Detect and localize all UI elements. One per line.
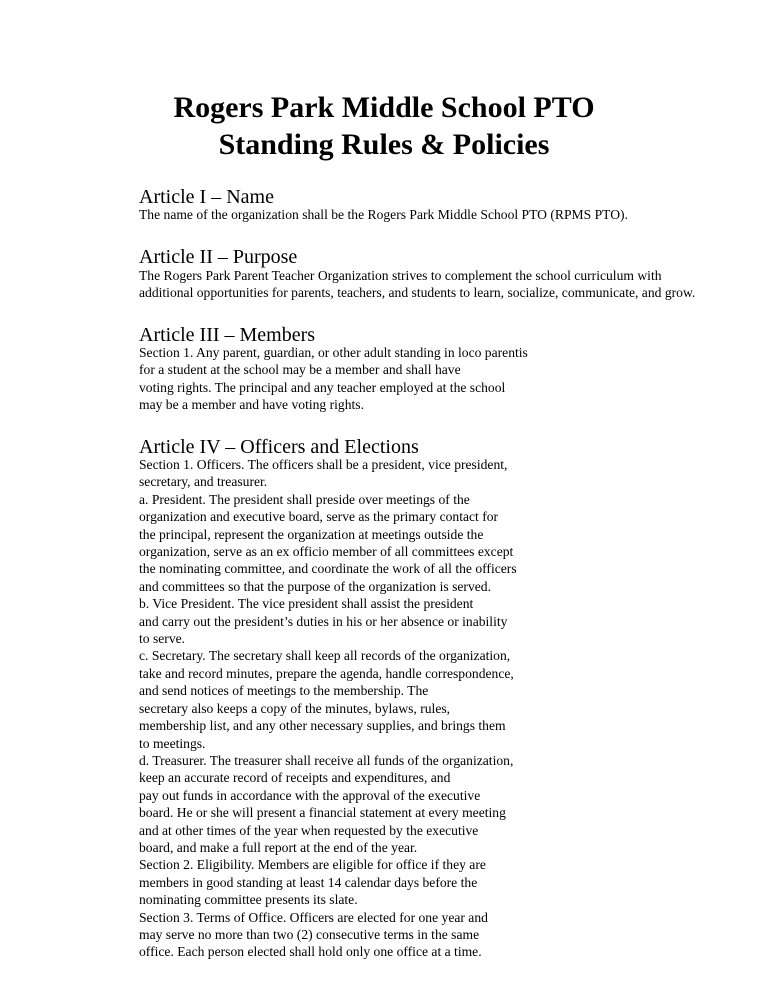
article-4-line: pay out funds in accordance with the approval of the executive <box>139 787 481 803</box>
article-4-line: a. President. The president shall preside over meetings of the <box>139 491 470 507</box>
article-4-line: to meetings. <box>139 735 206 751</box>
article-4-line: the nominating committee, and coordinate the work of all the officers <box>139 561 517 577</box>
article-4-line: secretary, and treasurer. <box>139 474 268 490</box>
article-4-line: and send notices of meetings to the membership. The <box>139 683 429 699</box>
article-3-line: voting rights. The principal and any teacher employed at the school <box>139 379 506 395</box>
article-1-heading: Article I – Name <box>139 186 274 208</box>
article-4-line: to serve. <box>139 631 186 647</box>
article-4-line: Section 3. Terms of Office. Officers are elected for one year and <box>139 909 488 925</box>
article-4-line: members in good standing at least 14 calendar days before the <box>139 874 478 890</box>
article-4-line: organization, serve as an ex officio member of all committees except <box>139 544 514 560</box>
article-2-line: additional opportunities for parents, teachers, and students to learn, socialize, communicate, and grow. <box>139 285 696 301</box>
article-4-line: d. Treasurer. The treasurer shall receive all funds of the organization, <box>139 752 514 768</box>
article-4-line: membership list, and any other necessary supplies, and brings them <box>139 718 506 734</box>
article-4-line: secretary also keeps a copy of the minutes, bylaws, rules, <box>139 700 451 716</box>
article-4-line: Section 1. Officers. The officers shall be a president, vice president, <box>139 457 508 472</box>
article-4-line: the principal, represent the organization at meetings outside the <box>139 526 484 542</box>
article-2-body <box>139 267 695 302</box>
article-3-line: for a student at the school may be a member and shall have <box>139 362 461 378</box>
article-1-line: The name of the organization shall be the Rogers Park Middle School PTO (RPMS PTO). <box>139 207 628 222</box>
document-title <box>0 89 768 163</box>
article-2-heading: Article II – Purpose <box>139 246 298 268</box>
article-4-line: nominating committee presents its slate. <box>139 892 358 908</box>
article-1-body <box>139 206 628 223</box>
article-3-body <box>139 344 528 414</box>
article-2-line: The Rogers Park Parent Teacher Organization strives to complement the school curriculum with <box>139 268 662 283</box>
article-4-line: keep an accurate record of receipts and expenditures, and <box>139 770 451 786</box>
article-4-line: and at other times of the year when requested by the executive <box>139 822 479 838</box>
article-4-line: b. Vice President. The vice president shall assist the president <box>139 596 474 612</box>
article-4-line: office. Each person elected shall hold only one office at a time. <box>139 944 482 960</box>
article-3-heading: Article III – Members <box>139 324 316 346</box>
article-3-line: may be a member and have voting rights. <box>139 397 364 413</box>
article-4-line: Section 2. Eligibility. Members are eligible for office if they are <box>139 857 486 873</box>
article-4-line: organization and executive board, serve as the primary contact for <box>139 509 499 525</box>
article-4-line: and carry out the president’s duties in his or her absence or inability <box>139 613 508 629</box>
article-4-line: c. Secretary. The secretary shall keep all records of the organization, <box>139 648 511 664</box>
title-line-2: Standing Rules & Policies <box>218 128 550 161</box>
article-4-line: take and record minutes, prepare the agenda, handle correspondence, <box>139 665 514 681</box>
article-4-heading: Article IV – Officers and Elections <box>139 436 419 458</box>
article-4-line: board, and make a full report at the end of the year. <box>139 839 418 855</box>
article-4-line: and committees so that the purpose of the organization is served. <box>139 578 491 594</box>
title-line-1: Rogers Park Middle School PTO <box>173 91 595 124</box>
article-3-line: Section 1. Any parent, guardian, or other adult standing in loco parentis <box>139 345 528 360</box>
article-4-body <box>139 456 517 961</box>
article-4-line: board. He or she will present a financial statement at every meeting <box>139 805 506 821</box>
article-4-line: may serve no more than two (2) consecutive terms in the same <box>139 926 480 942</box>
